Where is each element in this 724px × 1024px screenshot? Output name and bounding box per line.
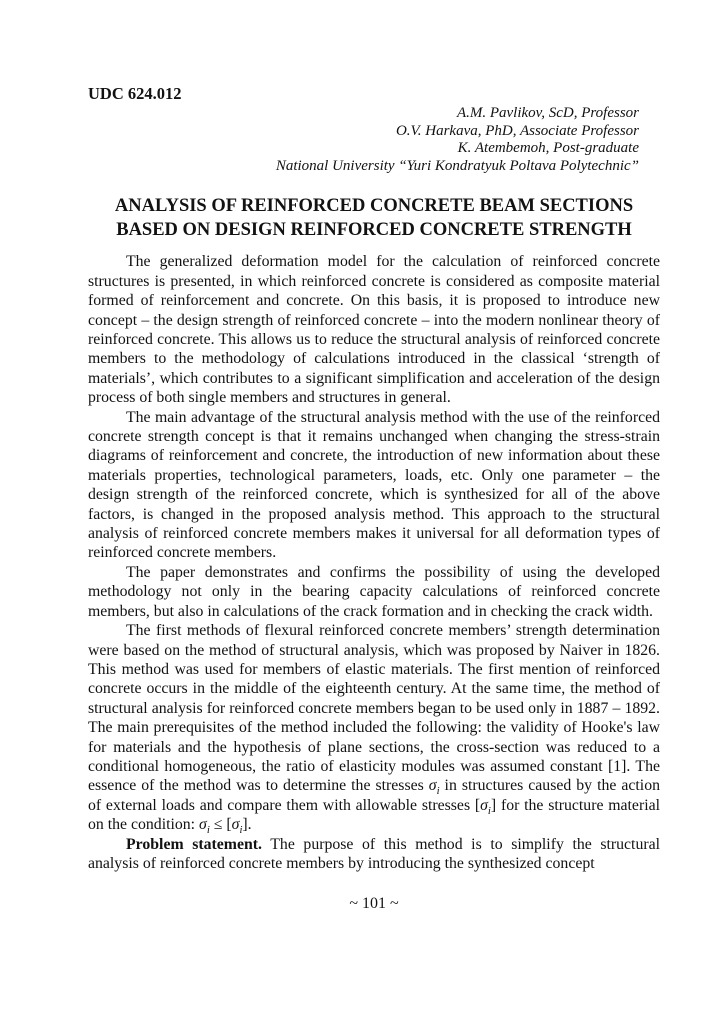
paragraph: [88, 408, 660, 563]
text-run: in structures caused by the action of external loads and compare them with allowable stresses [: [88, 777, 660, 814]
author-line: National University “Yuri Kondratyuk Poltava Polytechnic”: [275, 157, 639, 174]
subscript-symbol: i: [239, 824, 243, 837]
text-run: The paper demonstrates and confirms the possibility of using the developed methodology not only in the bearing capacity calculations of reinforced concrete members, but also in calculations of the crack formation and in checking the crack width.: [88, 563, 660, 620]
text-run: The main advantage of the structural analysis method with the use of the reinforced concrete strength concept is that it remains unchanged when changing the stress-strain diagrams of reinforcement and concrete, the introduction of new information about these materials properties, technological parameters, loads, etc. Only one parameter – the design strength of the reinforced concrete, which is synthesized for all of the above factors, is changed in the proposed analysis method. This approach to the structural analysis of reinforced concrete members makes it universal for all deformation types of reinforced concrete members.: [88, 408, 660, 562]
text-run: The generalized deformation model for the calculation of reinforced concrete structures is presented, in which reinforced concrete is considered as composite material formed of reinforcement and concrete. On this basis, it is proposed to introduce new concept – the design strength of reinforced concrete – into the modern nonlinear theory of reinforced concrete. This allows us to reduce the structural analysis of reinforced concrete members to the methodology of calculations introduced in the classical ‘strength of materials’, which contributes to a significant simplification and acceleration of the design process of both single members and structures in general.: [88, 253, 660, 407]
article-body: [88, 252, 660, 873]
paragraph: [88, 621, 660, 837]
author-block: [88, 105, 660, 175]
text-run: σ: [199, 816, 207, 834]
author-line: O.V. Harkava, PhD, Associate Professor: [395, 122, 639, 139]
page-content: [88, 84, 660, 913]
page-number: ~ 101 ~: [349, 895, 399, 913]
text-run: σ: [480, 796, 488, 814]
subscript-symbol: i: [487, 804, 491, 817]
text-run: The purpose of this method is to simplify the structural analysis of reinforced concrete members by introducing the synthesized concept: [88, 835, 660, 872]
subscript-symbol: i: [206, 824, 210, 837]
text-run: σ: [428, 777, 437, 795]
text-run: ≤ [: [209, 816, 232, 834]
paragraph: [88, 835, 660, 874]
paragraph: [88, 563, 660, 621]
text-run: Problem statement.: [126, 835, 262, 853]
author-line: A.M. Pavlikov, ScD, Professor: [456, 105, 639, 121]
text-run: σ: [231, 816, 240, 834]
text-run: The first methods of flexural reinforced concrete members’ strength determination were based on the method of structural analysis, which was proposed by Naiver in 1826. This method was used for members of elastic materials. The first mention of reinforced concrete occurs in the middle of the eighteenth century. At the same time, the method of structural analysis for reinforced concrete members began to be used only in 1887 – 1892. The main prerequisites of the method included the following: the validity of Hooke's law for materials and the hypothesis of plane sections, the cross-section was reduced to a conditional homogeneous, the ratio of elasticity modules was assumed constant [1]. The essence of the method was to determine the stresses: [88, 622, 660, 795]
paper-title: ANALYSIS OF REINFORCED CONCRETE BEAM SECTIONS BASED ON DESIGN REINFORCED CONCRETE STRENGTH: [114, 196, 634, 241]
subscript-symbol: i: [436, 785, 440, 798]
text-run: ] for the structure material on the condition:: [88, 796, 660, 834]
text-run: ].: [242, 816, 252, 834]
udc-number: UDC 624.012: [88, 84, 182, 103]
paragraph: [88, 252, 660, 407]
author-line: K. Atembemoh, Post-graduate: [457, 140, 639, 157]
